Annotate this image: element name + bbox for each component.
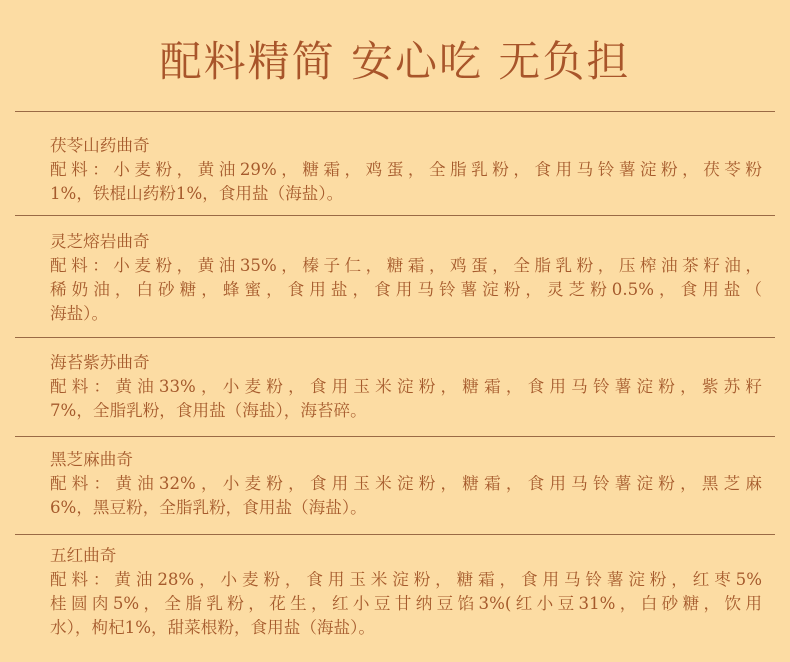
divider — [15, 111, 775, 112]
item-ingredients — [50, 254, 762, 326]
item-ingredients — [50, 472, 762, 520]
ingredients-line: 配料：黄油28%，小麦粉，食用玉米淀粉，糖霜，食用马铃薯淀粉，红枣5% — [50, 570, 762, 589]
divider — [15, 215, 775, 216]
ingredients-line: 配料：黄油32%，小麦粉，食用玉米淀粉，糖霜，食用马铃薯淀粉，黑芝麻 — [50, 474, 762, 493]
item-name: 海苔紫苏曲奇 — [50, 353, 150, 372]
item-name: 茯苓山药曲奇 — [50, 136, 150, 155]
ingredient-item — [50, 448, 762, 520]
ingredient-item — [50, 351, 762, 423]
ingredients-line: 1%，铁棍山药粉1%，食用盐（海盐）。 — [50, 184, 344, 203]
divider — [15, 534, 775, 535]
item-ingredients — [50, 568, 762, 640]
ingredients-line: 水），枸杞1%，甜菜根粉，食用盐（海盐）。 — [50, 618, 376, 637]
item-ingredients — [50, 158, 762, 206]
item-ingredients — [50, 375, 762, 423]
ingredient-item — [50, 230, 762, 326]
item-name: 黑芝麻曲奇 — [50, 450, 133, 469]
ingredients-line: 桂圆肉5%，全脂乳粉，花生，红小豆甘纳豆馅3%(红小豆31%，白砂糖，饮用 — [50, 594, 762, 613]
ingredients-line: 配料：黄油33%，小麦粉，食用玉米淀粉，糖霜，食用马铃薯淀粉，紫苏籽 — [50, 377, 762, 396]
ingredients-line: 7%，全脂乳粉，食用盐（海盐），海苔碎。 — [50, 401, 367, 420]
ingredients-line: 6%，黑豆粉，全脂乳粉，食用盐（海盐）。 — [50, 498, 367, 517]
ingredients-line: 海盐）。 — [50, 304, 109, 323]
item-name: 灵芝熔岩曲奇 — [50, 232, 150, 251]
ingredients-line: 稀奶油，白砂糖，蜂蜜，食用盐，食用马铃薯淀粉，灵芝粉0.5%，食用盐（ — [50, 280, 762, 299]
ingredient-item — [50, 544, 762, 640]
ingredient-item — [50, 134, 762, 206]
ingredients-line: 配料：小麦粉，黄油35%，榛子仁，糖霜，鸡蛋，全脂乳粉，压榨油茶籽油， — [50, 256, 762, 275]
divider — [15, 436, 775, 437]
ingredients-line: 配料：小麦粉，黄油29%，糖霜，鸡蛋，全脂乳粉，食用马铃薯淀粉，茯苓粉 — [50, 160, 762, 179]
divider — [15, 337, 775, 338]
item-name: 五红曲奇 — [50, 546, 117, 565]
page-title: 配料精简 安心吃 无负担 — [159, 37, 631, 86]
